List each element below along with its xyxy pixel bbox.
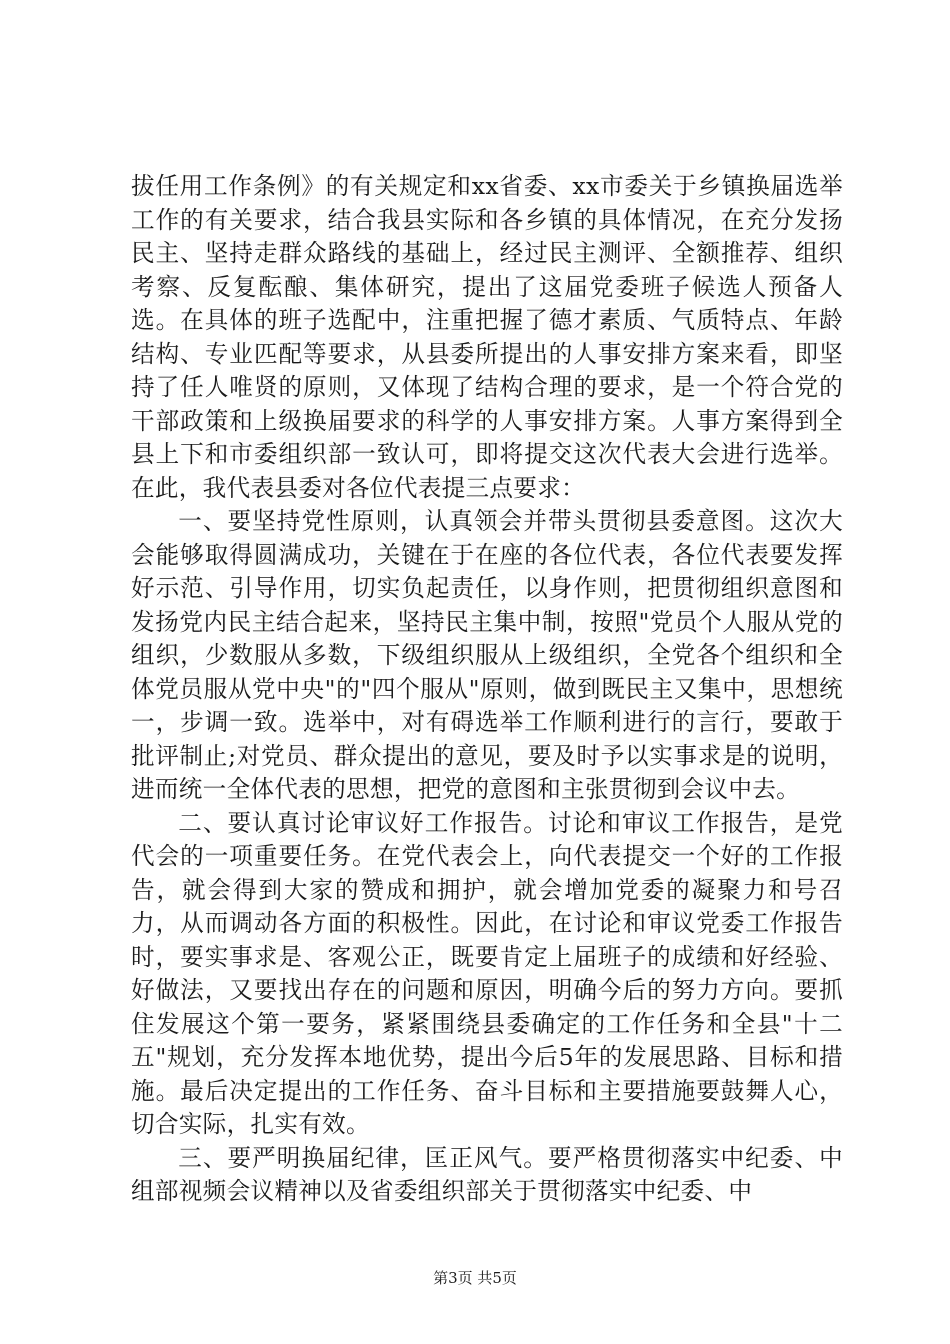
paragraph-2: 一、要坚持党性原则，认真领会并带头贯彻县委意图。这次大会能够取得圆满成功，关键在于在座的各位代表，各位代表要发挥好示范、引导作用，切实负起责任，以身作则，把贯彻组织意图和发扬党内民主结合起来，坚持民主集中制，按照"党员个人服从党的组织，少数服从多数，下级组织服从上级组织，全党各个组织和全体党员服从党中央"的"四个服从"原则，做到既民主又集中，思想统一，步调一致。选举中，对有碍选举工作顺利进行的言行，要敢于批评制止;对党员、群众提出的意见，要及时予以实事求是的说明，进而统一全体代表的思想，把党的意图和主张贯彻到会议中去。 — [131, 507, 843, 803]
paragraph-3: 二、要认真讨论审议好工作报告。讨论和审议工作报告，是党代会的一项重要任务。在党代表会上，向代表提交一个好的工作报告，就会得到大家的赞成和拥护，就会增加党委的凝聚力和号召力，从而调动各方面的积极性。因此，在讨论和审议党委工作报告时，要实事求是、客观公正，既要肯定上届班子的成绩和好经验、好做法，又要找出存在的问题和原因，明确今后的努力方向。要抓住发展这个第一要务，紧紧围绕县委确定的工作任务和全县"十二五"规划，充分发挥本地优势，提出今后5年的发展思路、目标和措施。最后决定提出的工作任务、奋斗目标和主要措施要鼓舞人心，切合实际，扎实有效。 — [131, 808, 843, 1138]
paragraph-4: 三、要严明换届纪律，匡正风气。要严格贯彻落实中纪委、中组部视频会议精神以及省委组织部关于贯彻落实中纪委、中 — [131, 1143, 843, 1205]
page-footer: 第3页 共5页 — [433, 1269, 517, 1287]
paragraph-1: 拔任用工作条例》的有关规定和xx省委、xx市委关于乡镇换届选举工作的有关要求，结合我县实际和各乡镇的具体情况，在充分发扬民主、坚持走群众路线的基础上，经过民主测评、全额推荐、组织考察、反复酝酿、集体研究，提出了这届党委班子候选人预备人选。在具体的班子选配中，注重把握了德才素质、气质特点、年龄结构、专业匹配等要求，从县委所提出的人事安排方案来看，即坚持了任人唯贤的原则，又体现了结构合理的要求，是一个符合党的干部政策和上级换届要求的科学的人事安排方案。人事方案得到全县上下和市委组织部一致认可，即将提交这次代表大会进行选举。在此，我代表县委对各位代表提三点要求： — [131, 172, 843, 502]
document-body — [131, 170, 843, 1209]
